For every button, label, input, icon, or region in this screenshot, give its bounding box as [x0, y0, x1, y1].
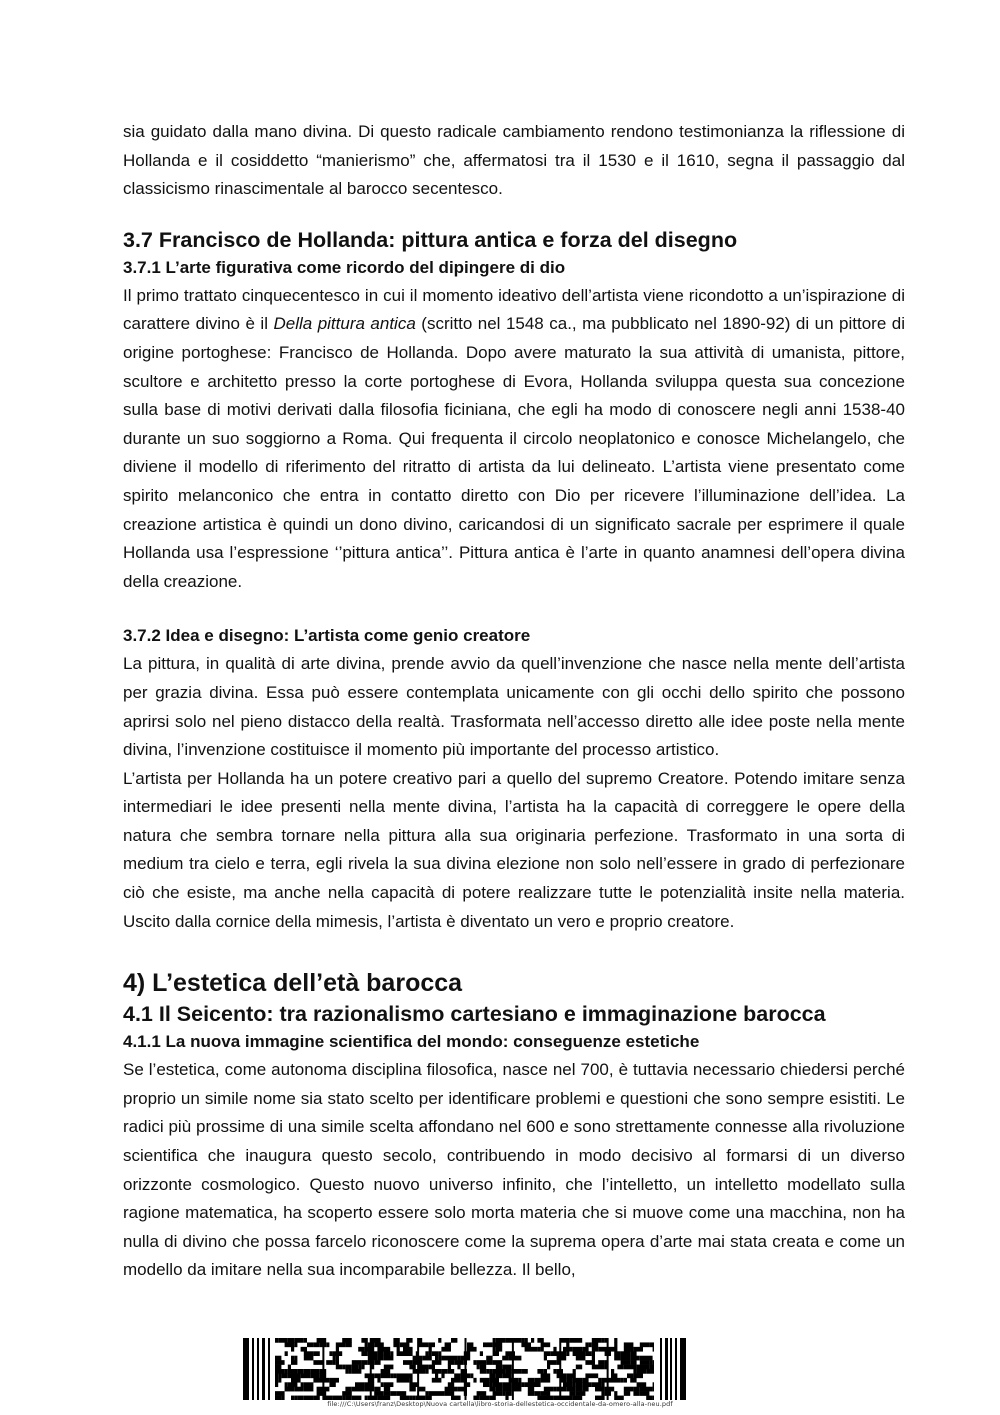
book-title: Della pittura antica [273, 314, 416, 334]
section-3-7-2-paragraph-2: L’artista per Hollanda ha un potere creativo pari a quello del supremo Creatore. Potendo imitare senza intermediari le idee presenti nella mente divina, l’artista ha la capacità di correggere le opere della natura che sembra tornare nella pittura alla sua originaria perfezione. Trasformato in una sorta di medium tra cielo e terra, egli rivela la sua divina elezione non solo nell’essere in grado di perfezionare ciò che esiste, ma anche nella capacità di potere realizzare tutte le potenzialità insite nella materia. Uscito dalla cornice della mimesis, l’artista è diventato un vero e proprio creatore. [123, 768, 905, 931]
section-4-1-1-heading: 4.1.1 La nuova immagine scientifica del mondo: conseguenze estetiche [123, 1032, 700, 1052]
section-3-7-2-heading: 3.7.2 Idea e disegno: L’artista come genio creatore [123, 626, 531, 646]
paragraph-text: Il primo trattato cinquecentesco in cui il momento ideativo dell’artista viene ricondotto a un’ispirazione di carattere divino è il [123, 285, 905, 334]
barcode [243, 1338, 686, 1400]
paragraph-text: (scritto nel 1548 ca., ma pubblicato nel 1890-92) di un pittore di origine portoghese: Francisco de Hollanda. Dopo avere maturato la sua attività di umanista, pittore, scultore e architetto presso la corte portoghese di Evora, Hollanda sviluppa questa sua concezione sulla base di motivi derivati dalla filosofia ficiniana, che egli ha modo di conoscere negli anni 1538-40 durante un suo soggiorno a Roma. Qui frequenta il circolo neoplatonico e conosce Michelangelo, che diviene il modello di riferimento del ritratto di artista da lui delineato. L’artista viene presentato come spirito melanconico che entra in contatto diretto con Dio per ricevere l’illuminazione dell’idea. La creazione artistica è quindi un dono divino, caricandosi di un significato sacrale per esprimere il quale Hollanda usa l’espressione ‘’pittura antica’’. Pittura antica è l’arte in quanto anamnesi dell’opera divina della creazione. [123, 314, 906, 591]
chapter-4-heading: 4) L’estetica dell’età barocca [123, 969, 463, 998]
intro-paragraph: sia guidato dalla mano divina. Di questo radicale cambiamento rendono testimonianza la riflessione di Hollanda e il cosiddetto “manierismo” che, affermatosi tra il 1530 e il 1610, segna il passaggio dal classicismo rinascimentale al barocco secentesco. [123, 122, 905, 199]
section-4-1-heading: 4.1 Il Seicento: tra razionalismo cartesiano e immaginazione barocca [123, 1002, 826, 1027]
section-3-7-1-paragraph [123, 282, 905, 597]
section-4-1-1-paragraph: Se l’estetica, come autonoma disciplina filosofica, nasce nel 700, è tuttavia necessario chiedersi perché proprio un simile nome sia stato scelto per identificare problemi e questioni che sono sempre esistiti. Le radici più prossime di una simile scelta affondano nel 600 e sono strettamente connesse alla rivoluzione scientifica che inaugura questo secolo, contribuendo in modo decisivo al formarsi di un diverso orizzonte cosmologico. Questo nuovo universo infinito, che l’intelletto, un intelletto modellato sulla ragione matematica, ha scoperto essere solo morta materia che si muove come una macchina, non ha nulla di divino che possa farcelo riconoscere come la suprema opera d’arte mai stata creata e come un modello da imitare nella sua incomparabile bellezza. Il bello, [123, 1060, 905, 1280]
footer-file-path: file:///C:\Users\franz\Desktop\Nuova cartella\libro-storia-dellestetica-occidentale-da-omero-alla-neu.pdf [327, 1400, 673, 1408]
section-3-7-1-heading: 3.7.1 L’arte figurativa come ricordo del dipingere di dio [123, 257, 566, 277]
section-3-7-2-paragraph-1: La pittura, in qualità di arte divina, prende avvio da quell’invenzione che nasce nella mente dell’artista per grazia divina. Essa può essere contemplata unicamente con gli occhi dello spirito che possono aprirsi solo nel pieno distacco della realtà. Trasformata nell’accesso diretto alle idee poste nella mente divina, l’invenzione costituisce il momento più importante del processo artistico. [123, 654, 905, 760]
page-body [123, 118, 905, 1285]
section-3-7-heading: 3.7 Francisco de Hollanda: pittura antica e forza del disegno [123, 227, 738, 252]
barcode-graphic [243, 1338, 686, 1400]
